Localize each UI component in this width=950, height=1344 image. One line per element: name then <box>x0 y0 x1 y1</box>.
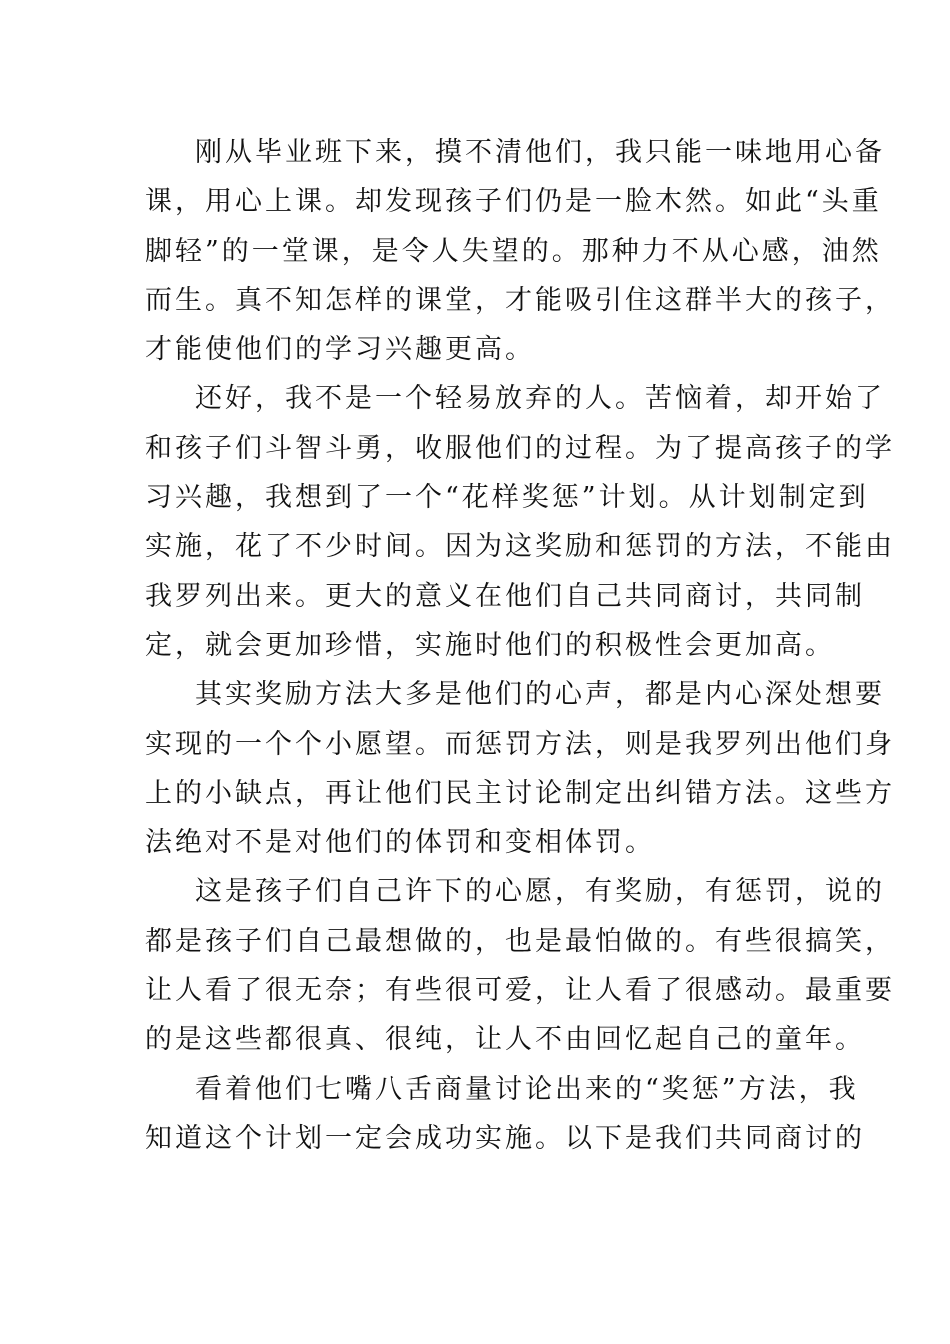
text-line: 定，就会更加珍惜，实施时他们的积极性会更加高。 <box>145 629 835 661</box>
text-line: 这是孩子们自己许下的心愿，有奖励，有惩罚，说的 <box>195 876 885 908</box>
text-line: 刚从毕业班下来，摸不清他们，我只能一味地用心备 <box>195 137 885 168</box>
text-line: 和孩子们斗智斗勇，收服他们的过程。为了提高孩子的学 <box>145 432 895 464</box>
paragraph-5 <box>145 1065 865 1164</box>
text-line: 上的小缺点，再让他们民主讨论制定出纠错方法。这些方 <box>145 777 895 809</box>
text-line: 习兴趣，我想到了一个“花样奖惩”计划。从计划制定到 <box>145 482 869 514</box>
text-line: 实施，花了不少时间。因为这奖励和惩罚的方法，不能由 <box>145 531 895 563</box>
text-line: 而生。真不知怎样的课堂，才能吸引住这群半大的孩子， <box>145 284 895 316</box>
paragraph-4 <box>145 867 895 1064</box>
text-line: 看着他们七嘴八舌商量讨论出来的“奖惩”方法，我 <box>195 1073 859 1105</box>
text-line: 还好，我不是一个轻易放弃的人。苦恼着，却开始了 <box>195 383 885 415</box>
paragraph-2 <box>145 374 895 670</box>
text-line: 其实奖励方法大多是他们的心声，都是内心深处想要 <box>195 679 885 711</box>
body-text <box>145 128 895 1163</box>
text-line: 都是孩子们自己最想做的，也是最怕做的。有些很搞笑， <box>145 925 895 957</box>
text-line: 课，用心上课。却发现孩子们仍是一脸木然。如此“头重 <box>145 186 882 218</box>
text-line: 脚轻”的一堂课，是令人失望的。那种力不从心感，油然 <box>145 235 882 267</box>
paragraph-1 <box>145 128 895 374</box>
text-line: 的是这些都很真、很纯，让人不由回忆起自己的童年。 <box>145 1024 865 1056</box>
paragraph-3 <box>145 670 895 867</box>
text-line: 让人看了很无奈；有些很可爱，让人看了很感动。最重要 <box>145 975 895 1007</box>
text-line: 法绝对不是对他们的体罚和变相体罚。 <box>145 827 655 859</box>
text-line: 知道这个计划一定会成功实施。以下是我们共同商讨的 <box>145 1122 865 1154</box>
text-line: 才能使他们的学习兴趣更高。 <box>145 334 535 366</box>
text-line: 我罗列出来。更大的意义在他们自己共同商讨，共同制 <box>145 580 865 612</box>
text-line: 实现的一个个小愿望。而惩罚方法，则是我罗列出他们身 <box>145 728 895 760</box>
